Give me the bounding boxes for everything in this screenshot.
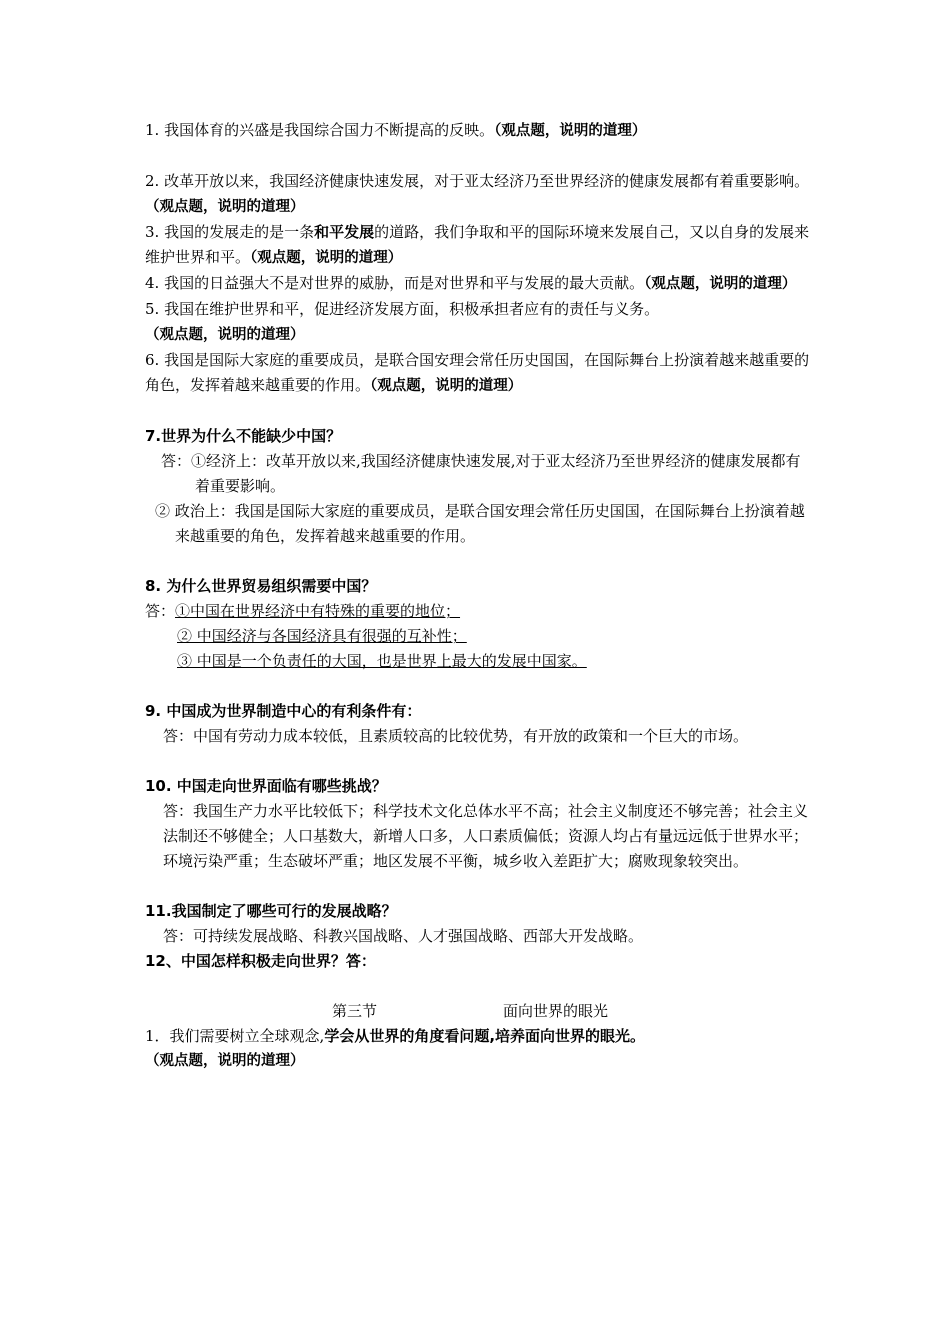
item-3-post: 的道路，我们争取和平的国际环境来发展自己，又以自身的发展来维护世界和平。 (145, 223, 810, 266)
question-8-point-3: ③ 中国是一个负责任的大国，也是世界上最大的发展中国家。 (177, 652, 587, 670)
item-5-text: 5. 我国在维护世界和平，促进经济发展方面，积极承担者应有的责任与义务。 (145, 300, 660, 318)
item-2-text: 2. 改革开放以来，我国经济健康快速发展，对于亚太经济乃至世界经济的健康发展都有着重要影响。 (145, 172, 810, 190)
item-5-note: （观点题，说明的道理） (145, 327, 305, 343)
item-4-note: （观点题，说明的道理） (644, 276, 797, 292)
spacer (145, 144, 810, 169)
item-3-pre: 3. 我国的发展走的是一条 (145, 223, 315, 241)
spacer (145, 674, 810, 699)
question-11-title: 11.我国制定了哪些可行的发展战略？ (145, 902, 397, 920)
spacer (145, 549, 810, 574)
section-heading (145, 999, 810, 1024)
section-number: 第三节 (332, 1002, 378, 1020)
spacer (145, 974, 810, 999)
section-item-1 (145, 1024, 810, 1049)
question-8-answer-3 (145, 649, 810, 674)
question-8-answer-2 (145, 624, 810, 649)
item-4-text: 4. 我国的日益强大不是对世界的威胁，而是对世界和平与发展的最大贡献。 (145, 274, 645, 292)
question-7-answer-2: ② 政治上：我国是国际大家庭的重要成员，是联合国安理会常任历史国国，在国际舞台上扮演着越来越重要的角色，发挥着越来越重要的作用。 (155, 502, 805, 545)
item-1 (145, 118, 810, 144)
item-1-note: （观点题，说明的道理） (494, 123, 647, 139)
item-4 (145, 271, 810, 297)
item-3-bold: 和平发展 (314, 223, 375, 241)
spacer (145, 399, 810, 424)
question-8-point-2: ② 中国经济与各国经济具有很强的互补性； (177, 627, 467, 645)
item-2-note: （观点题，说明的道理） (145, 199, 305, 215)
question-10-answer: 答：我国生产力水平比较低下；科学技术文化总体水平不高；社会主义制度还不够完善；社会主义法制还不够健全；人口基数大，新增人口多，人口素质偏低；资源人均占有量远远低于世界水平；环境污染严重；生态破坏严重；地区发展不平衡，城乡收入差距扩大；腐败现象较突出。 (163, 802, 809, 870)
question-9-answer: 答：中国有劳动力成本较低，且素质较高的比较优势，有开放的政策和一个巨大的市场。 (163, 727, 749, 745)
question-8-title: 8. 为什么世界贸易组织需要中国？ (145, 577, 377, 595)
spacer (145, 749, 810, 774)
item-6 (145, 348, 810, 399)
item-6-text: 6. 我国是国际大家庭的重要成员，是联合国安理会常任历史国国，在国际舞台上扮演着越来越重要的角色，发挥着越来越重要的作用。 (145, 351, 810, 394)
question-12-title: 12、中国怎样积极走向世界？答： (145, 952, 376, 970)
item-5 (145, 297, 810, 348)
question-8-label: 答： (145, 602, 176, 620)
item-2 (145, 169, 810, 220)
section-item-1-bold: 学会从世界的角度看问题,培养面向世界的眼光。 (324, 1027, 646, 1045)
section-item-1-pre: 1．我们需要树立全球观念, (145, 1027, 325, 1045)
question-7-answer-1: 答：①经济上：改革开放以来,我国经济健康快速发展,对于亚太经济乃至世界经济的健康发展都有着重要影响。 (161, 452, 801, 495)
item-6-note: （观点题，说明的道理） (370, 378, 523, 394)
question-7-title: 7.世界为什么不能缺少中国？ (145, 427, 342, 445)
question-9-title: 9. 中国成为世界制造中心的有利条件有： (145, 702, 422, 720)
question-10-title: 10. 中国走向世界面临有哪些挑战？ (145, 777, 387, 795)
section-item-1-note: （观点题，说明的道理） (145, 1053, 305, 1069)
question-8-answer-1 (145, 599, 810, 624)
item-3-note: （观点题，说明的道理） (250, 250, 403, 266)
question-11-answer: 答：可持续发展战略、科教兴国战略、人才强国战略、西部大开发战略。 (163, 927, 644, 945)
question-8-point-1: ①中国在世界经济中有特殊的重要的地位； (175, 602, 461, 620)
document-body (145, 118, 810, 1074)
item-3 (145, 220, 810, 271)
spacer (145, 874, 810, 899)
section-name: 面向世界的眼光 (503, 1002, 609, 1020)
item-1-text: 1. 我国体育的兴盛是我国综合国力不断提高的反映。 (145, 121, 495, 139)
